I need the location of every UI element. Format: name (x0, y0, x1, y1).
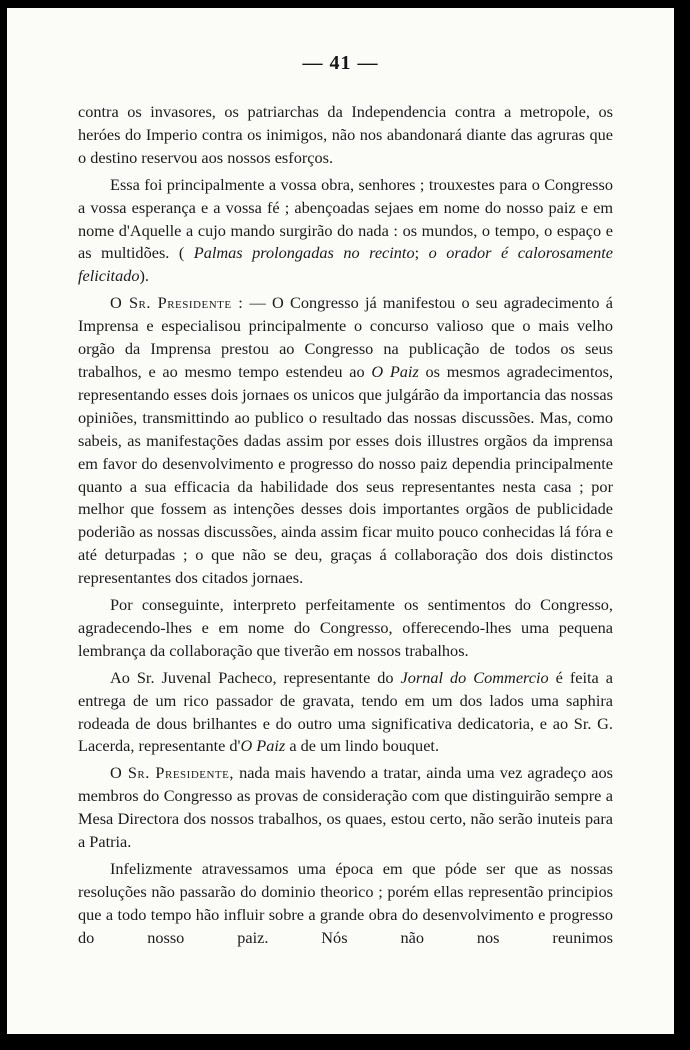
newspaper-title: O Paiz (371, 361, 419, 381)
paragraph-text: Essa foi principalmente a vossa obra, senhores ; trouxestes para o Congresso a vossa esperança e a vossa fé ; abençoadas sejaes em nome do nosso paiz e em nome d'Aquelle a cujo mando surgirão do nada : os mundos, o tempo, o espaço e as multidões. ( (78, 174, 613, 263)
paragraph-3 (78, 292, 613, 590)
speaker-name: O Sr. Presidente, (110, 763, 234, 783)
paragraph-text: Ao Sr. Juvenal Pacheco, representante do (110, 667, 394, 687)
paragraph-text: Infelizmente atravessamos uma época em que póde ser que as nossas resoluções não passarão do dominio theorico ; porém ellas representão principios que a todo tempo hão influir sobre a grande obra do desenvolvimento e progresso do nosso paiz. Nós não nos reunimos (78, 859, 613, 947)
paragraph-text: é feita a entrega de um rico passador de gravata, tendo em um dos lados uma saphira rodeada de dous brilhantes e do outro uma significativa dedicatoria, e ao Sr. G. Lacerda, representante d' (78, 667, 613, 756)
paragraph-text: — O Congresso já manifestou o seu agradecimento á Imprensa e especialisou principalmente o concurso valioso que o mais velho orgão da Imprensa prestou ao Congresso na publicação de todos os seus trabalhos, e ao mesmo tempo estendeu ao (78, 293, 613, 381)
paragraph-2 (78, 174, 613, 289)
stage-direction: o orador é calorosamente felicitado (78, 243, 613, 286)
paragraph-5 (78, 667, 613, 759)
stage-direction: Palmas prolongadas no recinto (193, 243, 415, 263)
paragraph-text: nada mais havendo a tratar, ainda uma vez agradeço aos membros do Congresso as provas de consideração com que distinguirão sempre a Mesa Directora dos nossos trabalhos, os quaes, estou certo, não serão inuteis para a Patria. (78, 763, 613, 852)
paragraph-text: os mesmos agradecimentos, representando esses dois jornaes os unicos que julgárão da importancia das nossas opiniões, transmittindo ao publico o resultado das nossas discussões. Mas, como sabeis, as manifestações dadas assim por esses dois illustres orgãos da imprensa em favor do desenvolvimento e progresso do nosso paiz dependia principalmente quanto a sua efficacia da habilidade dos seus representantes nesta casa ; por melhor que fossem as intenções desses dois importantes orgãos de publicidade poderião as nossas discussões, ainda assim ficar muito pouco conhecidas lá fóra e até deturpadas ; o que não se deu, graças á collaboração dos dois distinctos representantes dos citados jornaes. (78, 361, 614, 588)
newspaper-title: O Paiz (240, 736, 286, 756)
page-number: — 41 — (302, 52, 379, 74)
body-text (78, 101, 613, 954)
paragraph-text: ). (139, 266, 149, 286)
paragraph-1 (78, 101, 613, 170)
paragraph-6 (78, 762, 613, 854)
paragraph-text: a de um lindo bouquet. (289, 736, 440, 756)
paragraph-7 (78, 858, 613, 950)
paragraph-text: contra os invasores, os patriarchas da Independencia contra a metropole, os heróes do Imperio contra os inimigos, não nos abandonará diante das agruras que o destino reservou aos nossos esforços. (78, 102, 613, 167)
speaker-name: O Sr. Presidente : (110, 293, 244, 313)
book-page (7, 8, 674, 1034)
paragraph-text: ; (414, 243, 420, 263)
paragraph-text: Por conseguinte, interpreto perfeitamente os sentimentos do Congresso, agradecendo-lhes e em nome do Congresso, offerecendo-lhes uma pequena lembrança da collaboração que tiverão em nossos trabalhos. (78, 595, 613, 660)
paragraph-4 (78, 594, 613, 663)
newspaper-title: Jornal do Commercio (400, 667, 549, 687)
